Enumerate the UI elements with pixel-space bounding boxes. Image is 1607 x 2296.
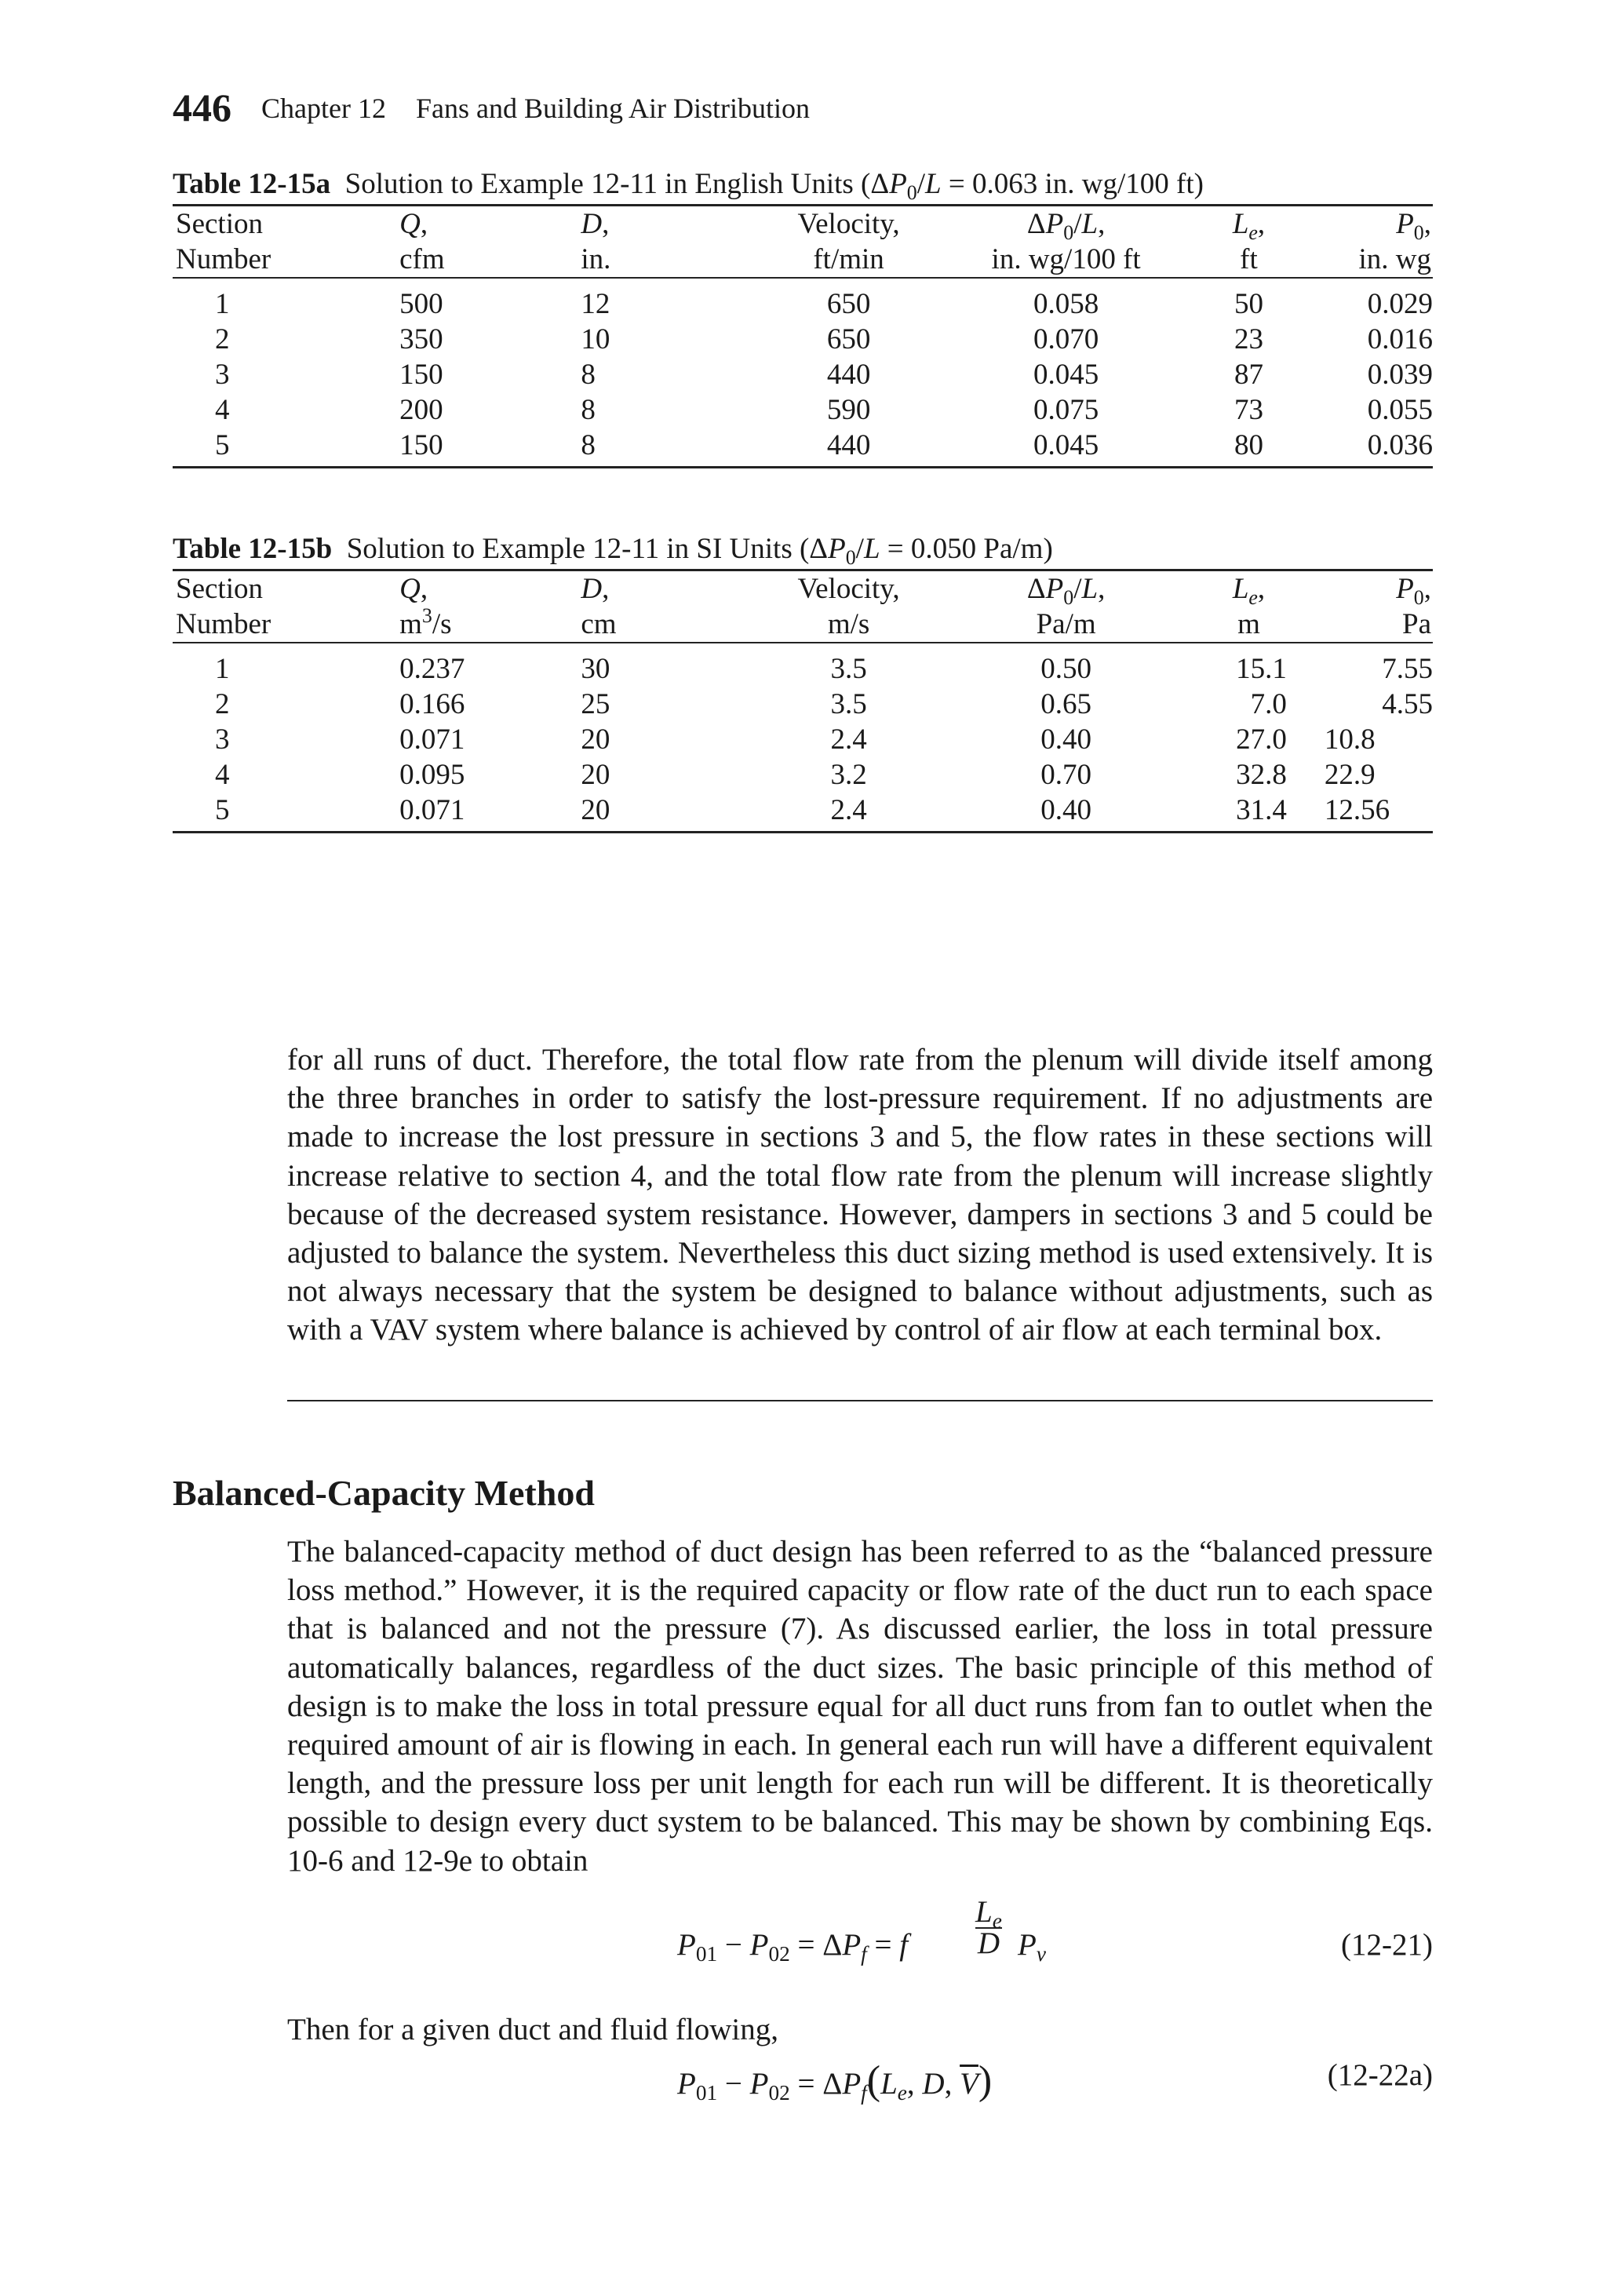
chapter-label: Chapter 12 — [261, 93, 386, 124]
table-12-15b — [173, 530, 1433, 833]
example-end-rule — [287, 1400, 1433, 1401]
table-bottom-rule — [173, 831, 1433, 833]
header-row — [173, 607, 1433, 643]
table-cell: 20 — [581, 794, 610, 826]
paragraph-balanced-capacity: The balanced-capacity method of duct design has been referred to as the “balanced pressure loss method.” However, it is the required capacity or flow rate of the duct run to each space that is balanced and not the pressure (7). As discussed earlier, the loss in total pressure automatically balances, regardless of the duct sizes. The basic principle of this method of design is to make the loss in total pressure equal for all duct runs from fan to outlet when the required amount of air is flowing in each. In general each run will have a different equivalent length, and the pressure loss per unit length for each run will be different. It is theoretically possible to design every duct system to be balanced. This may be shown by combining Eqs. 10-6 and 12-9e to obtain — [287, 1535, 1433, 1878]
chapter-title: Fans and Building Air Distribution — [415, 93, 810, 124]
table-label: Table 12-15b — [173, 533, 333, 565]
table-cell: 650 — [826, 288, 871, 320]
table-cell: 0.045 — [1033, 429, 1099, 461]
table-cell: 15.1 — [1236, 653, 1287, 685]
paragraph-continuation: for all runs of duct. Therefore, the total flow rate from the plenum will divide itself among the three branches in order to satisfy the lost-pressure requirement. If no adjustments are made to increase the lost pressure in sections 3 and 5, the flow rates in these sections will increase relative to section 4, and the total flow rate from the plenum will increase slightly because of the decreased system resistance. However, dampers in sections 3 and 5 could be adjusted to balance the system. Nevertheless this duct sizing method is used extensively. It is not always necessary that the system be designed to balance without adjustments, such as with a VAV system where balance is achieved by control of air flow at each terminal box. — [287, 1043, 1433, 1347]
table-cell: 2.4 — [830, 723, 867, 756]
table-cell: 20 — [581, 723, 610, 756]
table-cell: 7.0 — [1250, 688, 1287, 720]
column-header: $L_e$, — [1232, 573, 1266, 609]
table-cell: 0.075 — [1033, 394, 1099, 426]
table-cell: 0.40 — [1040, 794, 1091, 826]
table-cell: 31.4 — [1236, 794, 1287, 826]
table-cell: 0.166 — [399, 688, 465, 720]
table-title: Solution to Example 12-11 in English Units ($\Delta P_0/L = 0.063$ in. wg/100 ft) — [344, 168, 1204, 204]
table-cell: 23 — [1233, 323, 1263, 355]
table-cell: 4.55 — [1382, 688, 1433, 720]
table-row — [173, 643, 1433, 687]
table-12-15a — [173, 165, 1433, 468]
table-cell: 7.55 — [1382, 653, 1433, 685]
table-cell: 440 — [826, 429, 871, 461]
table-cell: 0.058 — [1033, 288, 1099, 320]
table-cell: 0.016 — [1367, 323, 1433, 355]
table-cell: 0.071 — [399, 794, 465, 826]
table-cell: 73 — [1233, 394, 1263, 426]
data-table — [173, 571, 1433, 831]
header-row — [173, 206, 1433, 242]
table-cell: 8 — [581, 429, 596, 461]
table-bottom-rule — [173, 466, 1433, 468]
table-row — [173, 793, 1433, 831]
table-cell: 2 — [215, 688, 230, 720]
table-cell: 0.029 — [1367, 288, 1433, 320]
equation-number: (12-21) — [1341, 1928, 1433, 1962]
table-cell: 20 — [581, 759, 610, 791]
column-header: Velocity, — [797, 573, 900, 605]
column-header: Q, — [399, 573, 428, 605]
table-cell: 2.4 — [830, 794, 867, 826]
column-header: Number — [176, 608, 271, 640]
table-cell: 3 — [215, 359, 230, 391]
table-cell: 32.8 — [1236, 759, 1287, 791]
header-row — [173, 571, 1433, 607]
column-header: Pa — [1402, 608, 1431, 640]
table-cell: 3 — [215, 723, 230, 756]
paragraph-given-duct: Then for a given duct and fluid flowing, — [287, 2013, 778, 2046]
table-caption — [173, 530, 1433, 569]
table-cell: 150 — [399, 359, 443, 391]
table-cell: 87 — [1233, 359, 1263, 391]
table-cell: 12 — [581, 288, 610, 320]
table-cell: 10.8 — [1324, 723, 1376, 756]
table-cell: 440 — [826, 359, 871, 391]
table-cell: 27.0 — [1236, 723, 1287, 756]
table-cell: 0.036 — [1367, 429, 1433, 461]
table-row — [173, 322, 1433, 357]
table-cell: 200 — [399, 394, 443, 426]
table-cell: 12.56 — [1324, 794, 1390, 826]
column-header: Velocity, — [797, 208, 900, 240]
table-caption — [173, 165, 1433, 204]
column-header: D, — [581, 208, 610, 240]
table-cell: 1 — [215, 288, 230, 320]
column-header: $L_e$, — [1232, 208, 1266, 244]
column-header: in. wg/100 ft — [991, 243, 1141, 275]
table-cell: 0.70 — [1040, 759, 1091, 791]
table-cell: 590 — [826, 394, 871, 426]
equation-number: (12-22a) — [1327, 2058, 1433, 2092]
table-row — [173, 428, 1433, 466]
table-row — [173, 722, 1433, 757]
table-row — [173, 757, 1433, 793]
column-header: Q, — [399, 208, 428, 240]
table-row — [173, 687, 1433, 722]
table-cell: 150 — [399, 429, 443, 461]
table-row — [173, 279, 1433, 322]
table-cell: 0.50 — [1040, 653, 1091, 685]
column-header: $\Delta P_0/L$, — [1026, 208, 1106, 244]
table-cell: 350 — [399, 323, 443, 355]
column-header: ft — [1240, 243, 1258, 275]
table-cell: 4 — [215, 759, 230, 791]
equation-12-22a-expression: $P_{01} - P_{02} = \Delta P_f(L_e$, D, $\overline{V}$) — [677, 2058, 993, 2105]
column-header: cfm — [399, 243, 445, 275]
column-header: Section — [176, 208, 263, 240]
table-row — [173, 392, 1433, 428]
table-cell: 8 — [581, 359, 596, 391]
table-cell: 3.5 — [830, 688, 867, 720]
column-header: Number — [176, 243, 271, 275]
table-cell: 3.2 — [830, 759, 867, 791]
table-cell: 2 — [215, 323, 230, 355]
page-number: 446 — [173, 86, 231, 129]
column-header: Pa/m — [1036, 608, 1096, 640]
column-header: $P_0$, — [1396, 208, 1431, 244]
table-cell: 4 — [215, 394, 230, 426]
table-cell: 0.40 — [1040, 723, 1091, 756]
section-heading: Balanced-Capacity Method — [173, 1473, 595, 1513]
page-header — [173, 85, 810, 132]
table-title: Solution to Example 12-11 in SI Units ($\Delta P_0/L = 0.050$ Pa/m) — [346, 533, 1053, 569]
header-row — [173, 242, 1433, 278]
table-cell: 25 — [581, 688, 610, 720]
table-cell: 0.070 — [1033, 323, 1099, 355]
equation-12-21: $P_{01} - P_{02} = \Delta P_f = f$ $L_e$ D $P_v$ (12-21) — [677, 1895, 1433, 1966]
table-cell: 0.055 — [1367, 394, 1433, 426]
table-cell: 0.045 — [1033, 359, 1099, 391]
column-header: $\Delta P_0/L$, — [1026, 573, 1106, 609]
column-header: m — [1237, 608, 1260, 640]
table-cell: 0.095 — [399, 759, 465, 791]
table-cell: 50 — [1233, 288, 1263, 320]
equation-12-22a — [287, 2057, 1433, 2105]
column-header: D, — [581, 573, 610, 605]
column-header: cm — [581, 608, 617, 640]
table-cell: 8 — [581, 394, 596, 426]
table-cell: 500 — [399, 288, 443, 320]
table-cell: 3.5 — [830, 653, 867, 685]
column-header: in. — [581, 243, 611, 275]
table-cell: 650 — [826, 323, 871, 355]
table-cell: 30 — [581, 653, 610, 685]
table-cell: 22.9 — [1324, 759, 1376, 791]
table-label: Table 12-15a — [173, 168, 331, 200]
table-cell: 1 — [215, 653, 230, 685]
column-header: ft/min — [813, 243, 884, 275]
data-table — [173, 206, 1433, 466]
column-header: $m^3/s$ — [399, 603, 452, 640]
table-cell: 0.65 — [1040, 688, 1091, 720]
column-header: Section — [176, 573, 263, 605]
table-cell: 5 — [215, 429, 230, 461]
table-row — [173, 357, 1433, 392]
table-cell: 10 — [581, 323, 610, 355]
table-cell: 0.237 — [399, 653, 465, 685]
table-cell: 80 — [1233, 429, 1263, 461]
table-cell: 0.039 — [1367, 359, 1433, 391]
table-cell: 0.071 — [399, 723, 465, 756]
column-header: $P_0$, — [1396, 573, 1431, 609]
column-header: in. wg — [1358, 243, 1431, 275]
table-cell: 5 — [215, 794, 230, 826]
column-header: m/s — [827, 608, 870, 640]
